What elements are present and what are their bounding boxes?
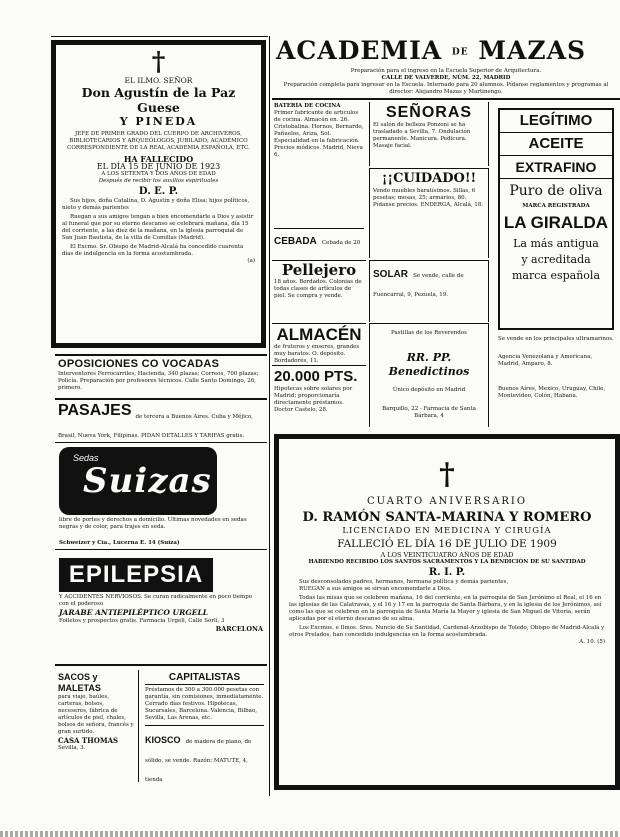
almacen-text: de fruteros y enseres, grandes muy baratos. O. depósito. Bordadores, 11. <box>274 344 360 363</box>
ad-epilepsia <box>55 556 267 666</box>
kiosco-text: de madera de piano, de sólido, se vende. Razón: MATUTE, 4, tienda <box>145 739 252 782</box>
sacos-text: para viaje, baúles, carteras, bolsos, neceseres, fábrica de artículos de piel, chales, bolsos de señora, francés y gran surtido. <box>58 694 134 735</box>
ad-pasajes <box>55 402 267 440</box>
epilepsia-remedy: JARABE ANTIEPILÉPTICO URGELL <box>59 608 208 617</box>
obituary-request: Ruegan a sus amigos tengan a bien encomendarle a Dios y asistir al funeral que por su eterno descanso se celebrará mañana, día 15 del corriente, a las diez de la mañana, en la iglesia parroquial de San Juan Bautista, de la villa de Comillas (Madrid). <box>62 214 254 241</box>
ad-sacos-maletas <box>55 670 139 782</box>
ad-pellejero <box>272 260 366 322</box>
obituary-2-age: A LOS VEINTICUATRO AÑOS DE EDAD <box>380 551 514 559</box>
cebada-title: CEBADA <box>274 236 317 247</box>
obituary-2-heading: CUARTO ANIVERSARIO <box>366 496 528 507</box>
ad-aceite-giralda <box>492 102 620 427</box>
academia-rule <box>272 98 620 100</box>
obituary-2-bishops: Los Excmos. e Ilmos. Sres. Nuncio de Su Santidad, Cardenal-Arzobispo de Toledo, Obispo de Madrid-Alcalá y otros Prelados, han concedido indulgencias en la forma acostumbrada. <box>289 625 605 638</box>
kiosco-title: KIOSCO <box>145 735 181 745</box>
epilepsia-city: BARCELONA <box>215 625 263 633</box>
obituary-2-rip: R. I. P. <box>428 567 466 578</box>
sacos-street: Sevilla, 3. <box>58 745 86 751</box>
pts-text: Hipotecas sobre solares por Madrid; proporcionaría directamente préstamos. Doctor Castelo, 28. <box>274 386 353 413</box>
obituary-family: Sus hijos, doña Catalina, D. Agustín y doña Elisa; hijos políticos, nieto y demás parientes <box>62 198 250 211</box>
obituary-2-died: FALLECIÓ EL DÍA 16 DE JULIO DE 1909 <box>337 538 557 550</box>
sacos-title-row <box>58 672 135 694</box>
ad-solar <box>369 260 489 322</box>
pellejero-title: Pellejero <box>281 261 357 279</box>
sacos-shop: CASA THOMAS <box>58 736 119 745</box>
ad-sedas-suizas <box>55 442 267 550</box>
sacos-title-2: y MALETAS <box>58 672 101 693</box>
obituary-agustin <box>51 40 266 348</box>
ad-capitalistas <box>142 670 267 782</box>
ad-20000-pts <box>272 365 366 427</box>
academia-sub2: Preparación completa para ingresar en la Escuela. Internado para 20 alumnos. Pídanse reglamentos y programas al director: Alejandro Mazas y Martinengo. <box>283 81 609 95</box>
top-rule <box>51 36 268 37</box>
senoras-text: El salón de belleza Ponzoni se ha trasladado a Sevilla, 7. Ondulación permanente. Manicura. Pedicura. Masaje facial. <box>373 122 471 149</box>
obituary-age: A LOS SETENTA Y DOS AÑOS DE EDAD <box>101 171 216 177</box>
obituary-2-code: A. 10. (5) <box>579 639 605 645</box>
giralda-line7: y acreditada <box>521 253 591 266</box>
academia-name: MAZAS <box>478 36 587 65</box>
oposiciones-title: OPOSICIONES CO VOCADAS <box>58 358 220 370</box>
academia-de: DE <box>451 47 469 58</box>
oposiciones-text: Interventores Ferrocarriles, Hacienda, 340 plazas; Correos, 700 plazas; Policía. Preparación por profesores técnicos. Calle Santo Domingo, 26, primero. <box>58 371 259 391</box>
cebada-row <box>274 228 364 258</box>
ad-academia-mazas <box>272 36 620 98</box>
column-divider <box>269 36 270 796</box>
obituary-2-name: D. RAMÓN SANTA-MARINA Y ROMERO <box>302 510 592 525</box>
giralda-line1: LEGÍTIMO <box>500 110 612 133</box>
giralda-line8: marca española <box>512 269 600 282</box>
obituary-title-line: EL ILMO. SEÑOR <box>124 76 193 85</box>
epilepsia-title: EPILEPSIA <box>59 558 213 592</box>
suizas-brand: Suizas <box>83 461 212 501</box>
giralda-importer: Agencia Venezolana y Americana, Madrid, Amparo, 8. <box>498 354 593 367</box>
academia-street: CALLE DE VALVERDE, NÚM. 22, MADRID <box>381 74 511 81</box>
pasajes-title: PASAJES <box>58 402 132 419</box>
pts-title: 20.000 PTS. <box>274 368 358 385</box>
cuidado-title: ¡¡CUIDADO!! <box>381 171 477 186</box>
ad-cuidado <box>369 168 489 258</box>
obituary-ramon <box>274 434 620 790</box>
obituary-roles: JEFE DE PRIMER GRADO DEL CUERPO DE ARCHIVEROS, BIBLIOTECARIOS Y ARQUEÓLOGOS, JUBILADO; ACADÉMICO CORRESPONDIENTE DE LA REAL ACADEMIA ESPAÑOLA, ETC. <box>67 131 250 151</box>
epilepsia-subtitle: Y ACCIDENTES NERVIOSOS. Se curan radicalmente en poco tiempo con el poderoso <box>59 594 253 607</box>
capitalistas-text: Préstamos de 300 a 300.000 pesetas con garantía, sin comisiones, inmediatamente. Cerrado días festivos. Hipotecas, Sucursales, Barcelona. Valencia, Bilbao, Sevilla, Las Arenas, etc. <box>145 687 264 721</box>
benedictinos-sub: Único depósito en Madrid <box>392 387 466 393</box>
bottom-edge-scan <box>0 831 620 837</box>
sacos-title: SACOS <box>58 672 91 682</box>
benedictinos-address: Barquillo, 22 - Farmacia de Santa Bárbara, 4 <box>382 406 476 419</box>
capitalistas-title: CAPITALISTAS <box>145 672 264 685</box>
suizas-text: libre de portes y derechos a domicilio. Últimas novedades en sedas negras y de color, para trajes en seda. <box>59 517 247 530</box>
obituary-2-masses: Todas las misas que se celebren mañana, 16 del corriente, en la parroquia de San Jerónimo el Real, el 16 en las iglesias de las Calatravas, y el 16 y 17 en la parroquia de Santa Bárbara, y en la iglesia de los Jerónimos, así como las que se celebren en la parroquia de Santa María la Mayor y iglesia de San Miguel de Vitoria, serán aplicadas por el eterno descanso de su alma. <box>289 595 602 622</box>
cuidado-text: Vendo muebles baratísimos. Sillas, 6 pesetas; mesas, 25; armarios, 80. Pídanse precios. ENDERGA, Alcalá, 18. <box>373 188 484 208</box>
senoras-title: SEÑORAS <box>385 104 473 121</box>
obituary-2-request: RUEGAN a sus amigos se sirvan encomendarle a Dios. <box>299 586 452 592</box>
suizas-logo <box>59 447 217 515</box>
solar-title: SOLAR <box>373 269 408 280</box>
epilepsia-text: Folletos y prospectos gratis. Farmacia Urgell, Calle Sorlí, 3 <box>59 618 225 624</box>
giralda-line4: Puro de oliva <box>509 183 603 199</box>
cebada-text: Cebada de 20 <box>321 240 361 246</box>
cross-icon: † <box>151 47 166 77</box>
obituary-name: Don Agustín de la Paz Guese <box>81 85 236 115</box>
obituary-date: EL DÍA 15 DE JUNIO DE 1923 <box>96 162 221 171</box>
obituary-name-2: Y PINEDA <box>119 115 198 128</box>
ad-senoras <box>369 102 489 166</box>
suizas-label: Sedas <box>73 453 99 463</box>
cross-icon: † <box>439 457 455 492</box>
giralda-line3: EXTRAFINO <box>500 155 612 179</box>
solar-text: Se vende, calle de Fuencarral, 9, Pezuela, 19. <box>373 273 464 298</box>
almacen-title: ALMACÉN <box>276 325 362 344</box>
obituary-2-family: Sus desconsolados padres, hermanos, hermana política y demás parientes, <box>299 579 509 585</box>
benedictinos-top: Pastillas de los Reverendos <box>391 330 467 336</box>
bateria-title: BATERÍA DE COCINA <box>274 103 341 109</box>
giralda-brand: LA GIRALDA <box>503 213 609 232</box>
giralda-line6: La más antigua <box>513 237 599 250</box>
kiosco-row <box>145 725 264 782</box>
giralda-sold: Se vende en los principales ultramarinos. <box>498 336 614 342</box>
obituary-sacraments: Después de recibir los auxilios espirituales <box>98 178 219 184</box>
academia-title: ACADEMIA <box>276 36 443 65</box>
obituary-bishop: El Excmo. Sr. Obispo de Madrid-Alcalá ha concedido cuarenta días de indulgencia en la forma acostumbrada. <box>62 244 244 257</box>
obituary-rip: D. E. P. <box>138 186 179 197</box>
obituary-2-sacraments: HABIENDO RECIBIDO LOS SANTOS SACRAMENTOS Y LA BENDICIÓN DE SU SANTIDAD <box>308 559 586 565</box>
obituary-2-title: LICENCIADO EN MEDICINA Y CIRUGÍA <box>342 526 552 536</box>
giralda-box <box>498 108 614 330</box>
ad-bateria-cocina <box>272 102 366 258</box>
obituary-died: HA FALLECIDO <box>123 154 194 164</box>
giralda-america: Buenos Aires, Mexico, Uruguay, Chile, Montevideo, Colón, Habana. <box>498 386 606 399</box>
obituary-mark: (a) <box>247 258 255 264</box>
bateria-text: Primer fabricante de artículos de cocina. Almacén en. 26. Cristobalina. Hornos, Bernardo, Pañuelos, Ariza, Sol. Especialidad en la fabricación. Precios módicos. Madrid, Nieva 6. <box>274 110 364 158</box>
ad-benedictinos <box>369 323 489 427</box>
academia-sub1: Preparación para el ingreso en la Escuela Superior de Arquitectura. <box>350 67 542 74</box>
ad-almacen <box>272 323 366 363</box>
benedictinos-title: RR. PP. Benedictinos <box>388 351 470 378</box>
ad-oposiciones <box>55 354 267 400</box>
giralda-line2: ACEITE <box>528 135 584 152</box>
academia-heading <box>276 36 616 68</box>
giralda-line5: MARCA REGISTRADA <box>522 203 590 209</box>
suizas-address: Schweizer y Cía., Lucerna E. 14 (Suiza) <box>59 540 180 546</box>
pellejero-text: 18 años. Bordados. Colonias de todas clases de artículos de piel. Se compra y vende. <box>274 279 362 299</box>
pasajes-text: de tercera a Buenos Aires. Cuba y Méjico, Brasil, Nueva York, Filipinas. PIDAN DETALLES Y TARIFAS gratis. <box>58 414 253 439</box>
